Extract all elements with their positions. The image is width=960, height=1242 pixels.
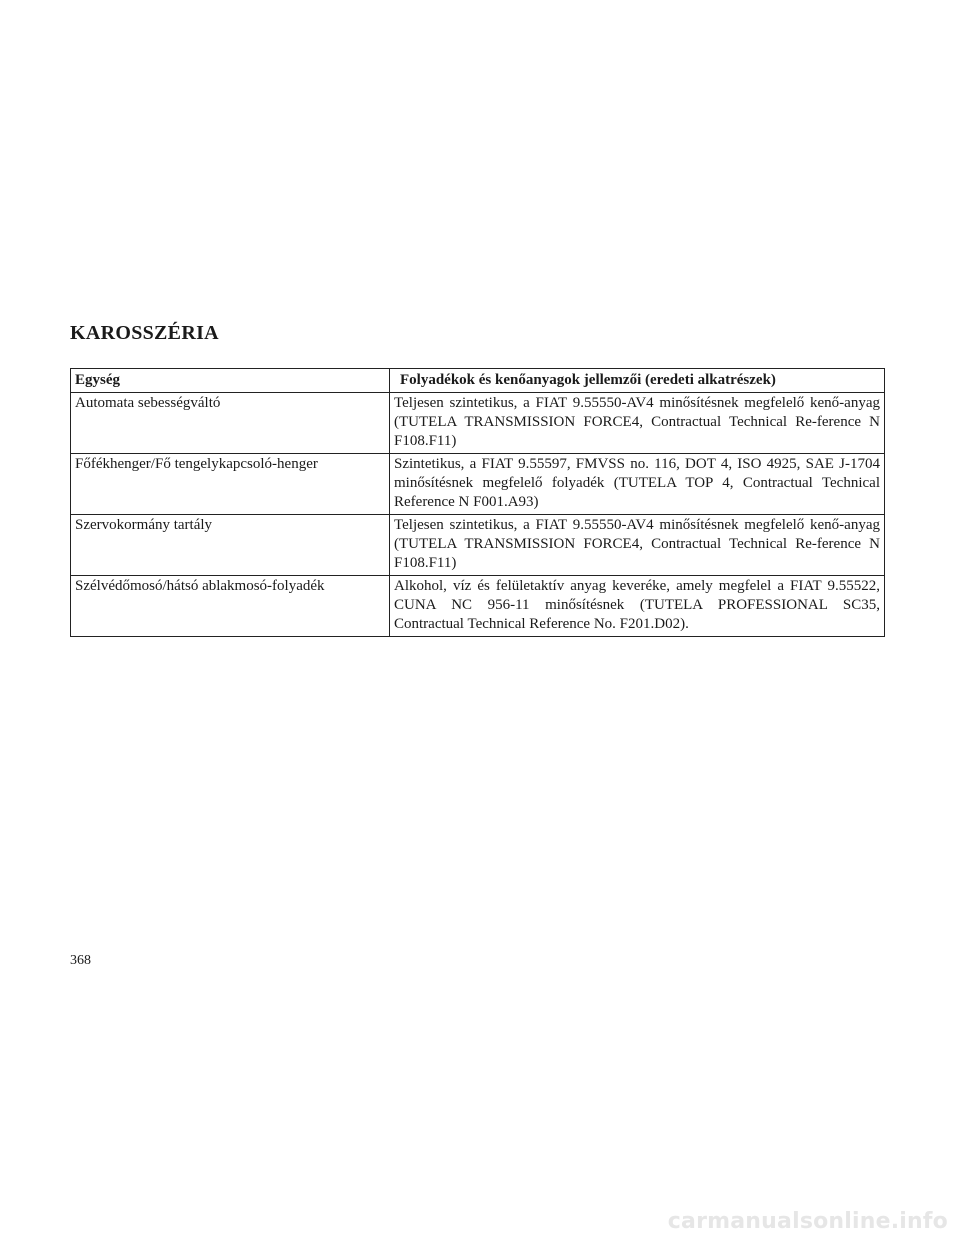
table-cell-unit: Szervokormány tartály xyxy=(71,515,390,576)
section-title: KAROSSZÉRIA xyxy=(70,322,219,344)
table-cell-spec: Alkohol, víz és felületaktív anyag keveréke, amely megfelel a FIAT 9.55522, CUNA NC 956-11 minősítésnek (TUTELA PROFESSIONAL SC35, Contractual Technical Reference No. F201.D02). xyxy=(390,576,885,637)
table-cell-unit: Automata sebességváltó xyxy=(71,393,390,454)
table-cell-unit: Szélvédőmosó/hátsó ablakmosó-folyadék xyxy=(71,576,390,637)
table-row xyxy=(71,393,885,454)
fluids-table xyxy=(70,368,885,637)
table-cell-spec: Teljesen szintetikus, a FIAT 9.55550-AV4 minősítésnek megfelelő kenő-anyag (TUTELA TRANSMISSION FORCE4, Contractual Technical Re-ference N F108.F11) xyxy=(390,393,885,454)
table-row xyxy=(71,454,885,515)
table-row xyxy=(71,576,885,637)
table-cell-spec: Szintetikus, a FIAT 9.55597, FMVSS no. 116, DOT 4, ISO 4925, SAE J-1704 minősítésnek megfelelő folyadék (TUTELA TOP 4, Contractual Technical Reference N F001.A93) xyxy=(390,454,885,515)
table-cell-spec: Teljesen szintetikus, a FIAT 9.55550-AV4 minősítésnek megfelelő kenő-anyag (TUTELA TRANSMISSION FORCE4, Contractual Technical Re-ference N F108.F11) xyxy=(390,515,885,576)
watermark: carmanualsonline.info xyxy=(667,1209,948,1234)
page-number: 368 xyxy=(70,953,91,968)
column-header-unit: Egység xyxy=(71,369,390,393)
table-row xyxy=(71,515,885,576)
table-header-row xyxy=(71,369,885,393)
table-cell-unit: Főfékhenger/Fő tengelykapcsoló-henger xyxy=(71,454,390,515)
column-header-fluid-specs: Folyadékok és kenőanyagok jellemzői (eredeti alkatrészek) xyxy=(390,369,885,393)
